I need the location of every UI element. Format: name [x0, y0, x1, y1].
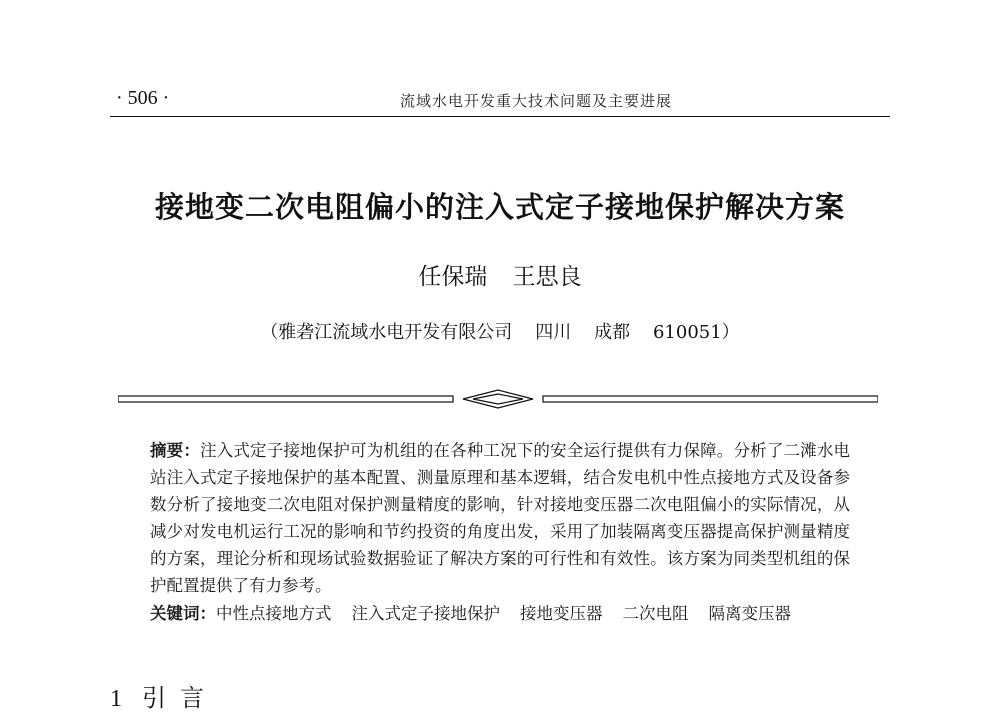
keywords	[150, 600, 870, 627]
abstract-text: 注入式定子接地保护可为机组的在各种工况下的安全运行提供有力保障。分析了二滩水电站注入式定子接地保护的基本配置、测量原理和基本逻辑，结合发电机中性点接地方式及设备参数分析了接地变二次电阻对保护测量精度的影响，针对接地变压器二次电阻偏小的实际情况，从减少对发电机运行工况的影响和节约投资的角度出发，采用了加装隔离变压器提高保护测量精度的方案，理论分析和现场试验数据验证了解决方案的可行性和有效性。该方案为同类型机组的保护配置提供了有力参考。	[150, 441, 851, 595]
affiliation: （雅砻江流域水电开发有限公司 四川 成都 610051）	[260, 322, 740, 343]
header-rule	[110, 116, 890, 117]
section-title: 引言	[142, 684, 218, 712]
article-title: 接地变二次电阻偏小的注入式定子接地保护解决方案	[154, 190, 845, 224]
keyword: 接地变压器	[520, 604, 603, 623]
keyword: 隔离变压器	[708, 604, 791, 623]
author-1: 任保瑞	[418, 264, 488, 290]
section-number: 1	[110, 686, 124, 712]
section-heading	[110, 678, 218, 713]
abstract-label: 摘要：	[150, 441, 201, 460]
author-2: 王思良	[512, 264, 582, 290]
keyword: 中性点接地方式	[216, 604, 332, 623]
keyword: 二次电阻	[622, 604, 689, 623]
running-head: 流域水电开发重大技术问题及主要进展	[400, 92, 673, 110]
abstract	[150, 437, 850, 599]
ornamental-divider	[118, 387, 878, 411]
page-number: · 506 ·	[116, 87, 170, 109]
keyword: 注入式定子接地保护	[351, 604, 500, 623]
keywords-label: 关键词：	[150, 604, 216, 623]
authors	[0, 258, 1000, 291]
